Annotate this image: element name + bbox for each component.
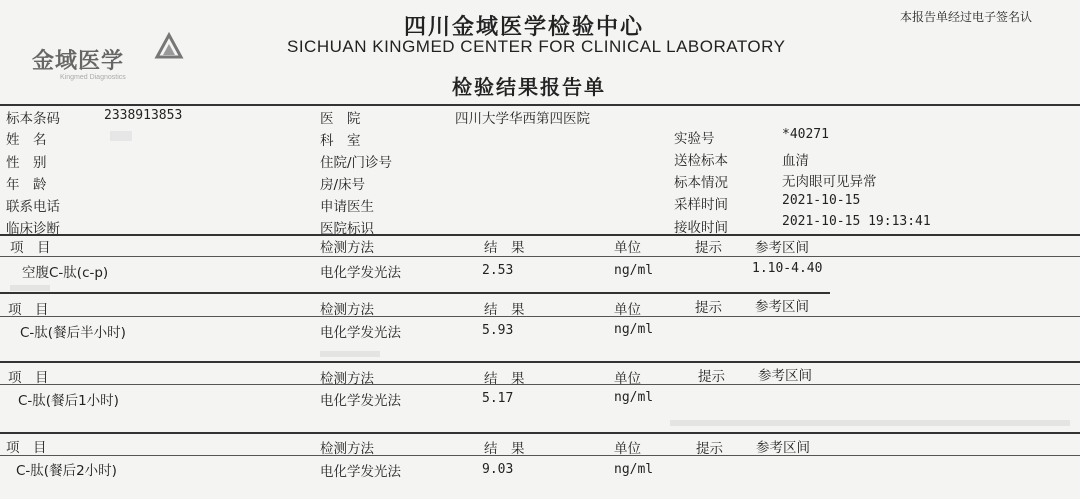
receive-time-value: 2021-10-15 19:13:41 <box>782 214 931 229</box>
signature-note: 本报告单经过电子签名认 <box>900 10 1033 24</box>
row4-method: 电化学发光法 <box>320 464 401 480</box>
report-title: 检验结果报告单 <box>452 75 606 99</box>
row3-method: 电化学发光法 <box>320 393 401 409</box>
logo-subtitle: Kingmed Diagnostics <box>60 74 126 81</box>
bleedthrough-mark <box>10 285 50 291</box>
col-unit-header: 单位 <box>614 371 641 387</box>
col-range-header: 参考区间 <box>756 440 810 456</box>
specimen-label: 送检标本 <box>674 153 728 169</box>
row1-range: 1.10-4.40 <box>752 261 823 276</box>
collect-time-value: 2021-10-15 <box>782 193 861 208</box>
table2-header-rule <box>0 316 1080 317</box>
logo-mark-icon <box>154 32 184 62</box>
table2-top-rule <box>0 292 830 294</box>
col-item-header: 项 目 <box>6 440 47 456</box>
barcode-label: 标本条码 <box>6 111 60 127</box>
col-result-header: 结 果 <box>484 371 525 387</box>
hospital-id-label: 医院标识 <box>320 221 374 237</box>
barcode-value: 2338913853 <box>104 108 183 123</box>
room-label: 房/床号 <box>320 177 366 193</box>
col-method-header: 检测方法 <box>320 240 374 256</box>
col-unit-header: 单位 <box>614 441 641 457</box>
col-hint-header: 提示 <box>696 441 723 457</box>
row2-result: 5.93 <box>482 323 514 338</box>
specimen-value: 血清 <box>782 153 809 169</box>
col-result-header: 结 果 <box>484 302 525 318</box>
col-hint-header: 提示 <box>695 300 722 316</box>
collect-time-label: 采样时间 <box>674 197 728 213</box>
diagnosis-label: 临床诊断 <box>6 221 60 237</box>
col-item-header: 项 目 <box>8 370 49 386</box>
table4-header-rule <box>0 455 1080 456</box>
table4-top-rule <box>0 432 1080 434</box>
hospital-label: 医 院 <box>320 111 361 127</box>
bleedthrough-mark <box>320 351 380 357</box>
row1-method: 电化学发光法 <box>320 265 401 281</box>
row1-item: 空腹C-肽(c-p) <box>22 265 109 281</box>
col-hint-header: 提示 <box>698 369 725 385</box>
row4-item: C-肽(餐后2小时) <box>16 463 117 479</box>
col-method-header: 检测方法 <box>320 441 374 457</box>
gender-label: 性 别 <box>6 155 47 171</box>
row3-result: 5.17 <box>482 391 514 406</box>
row3-unit: ng/ml <box>614 390 654 405</box>
hospital-value: 四川大学华西第四医院 <box>455 111 590 127</box>
col-hint-header: 提示 <box>695 240 722 256</box>
redaction-mark <box>110 131 132 141</box>
row1-result: 2.53 <box>482 263 514 278</box>
age-label: 年 龄 <box>6 177 47 193</box>
name-label: 姓 名 <box>6 132 47 148</box>
col-range-header: 参考区间 <box>755 240 809 256</box>
center-title-cn: 四川金域医学检验中心 <box>404 15 645 40</box>
table3-top-rule <box>0 361 1080 363</box>
col-range-header: 参考区间 <box>758 368 812 384</box>
table1-top-rule <box>0 234 1080 236</box>
row2-unit: ng/ml <box>614 322 654 337</box>
header-divider <box>0 104 1080 106</box>
col-range-header: 参考区间 <box>755 299 809 315</box>
kingmed-logo <box>32 38 202 88</box>
col-unit-header: 单位 <box>614 302 641 318</box>
bleedthrough-mark <box>670 420 1070 426</box>
specimen-status-label: 标本情况 <box>674 175 728 191</box>
table3-header-rule <box>0 384 1080 385</box>
specimen-status-value: 无肉眼可见异常 <box>782 174 877 190</box>
row2-method: 电化学发光法 <box>320 325 401 341</box>
inpatient-label: 住院/门诊号 <box>320 155 393 171</box>
col-item-header: 项 目 <box>8 302 49 318</box>
lab-no-value: *40271 <box>782 127 829 142</box>
col-result-header: 结 果 <box>484 240 525 256</box>
table1-header-rule <box>0 256 1080 257</box>
logo-text: 金域医学 <box>32 49 125 74</box>
lab-no-label: 实验号 <box>674 131 715 147</box>
row1-unit: ng/ml <box>614 263 654 278</box>
col-item-header: 项 目 <box>10 240 51 256</box>
phone-label: 联系电话 <box>6 199 60 215</box>
row2-item: C-肽(餐后半小时) <box>20 325 126 341</box>
col-method-header: 检测方法 <box>320 371 374 387</box>
row4-result: 9.03 <box>482 462 514 477</box>
row3-item: C-肽(餐后1小时) <box>18 393 119 409</box>
receive-time-label: 接收时间 <box>674 220 728 236</box>
col-method-header: 检测方法 <box>320 302 374 318</box>
col-result-header: 结 果 <box>484 441 525 457</box>
row4-unit: ng/ml <box>614 462 654 477</box>
dept-label: 科 室 <box>320 133 361 149</box>
doctor-label: 申请医生 <box>320 199 374 215</box>
center-title-en: SICHUAN KINGMED CENTER FOR CLINICAL LABORATORY <box>287 37 786 56</box>
col-unit-header: 单位 <box>614 240 641 256</box>
